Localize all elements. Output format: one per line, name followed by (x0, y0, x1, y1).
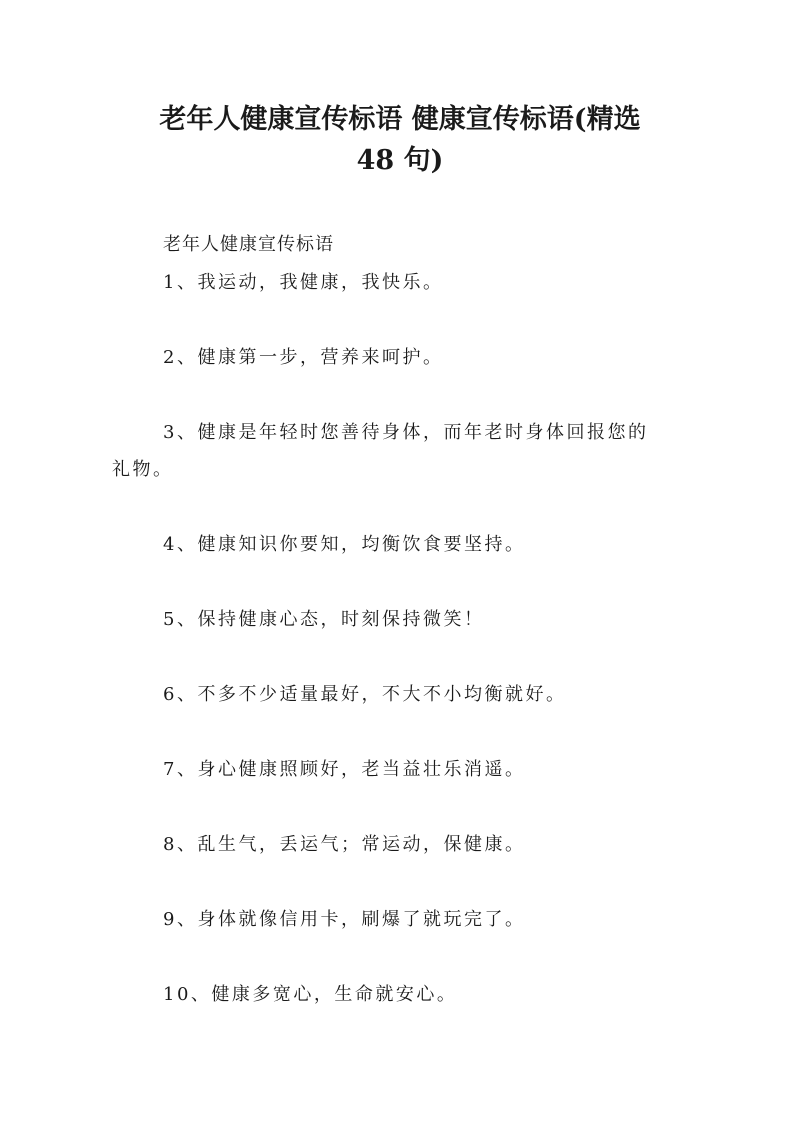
slogan-item-4: 4、健康知识你要知，均衡饮食要坚持。 (163, 534, 526, 555)
slogan-item-8: 8、乱生气，丢运气；常运动，保健康。 (163, 834, 526, 855)
slogan-item-5: 5、保持健康心态，时刻保持微笑！ (163, 609, 485, 630)
slogan-item-9: 9、身体就像信用卡，刷爆了就玩完了。 (163, 909, 526, 930)
slogan-item-3-continuation: 礼物。 (112, 459, 174, 480)
slogan-item-6: 6、不多不少适量最好，不大不小均衡就好。 (163, 684, 567, 705)
section-heading: 老年人健康宣传标语 (163, 234, 334, 255)
document-title-line-2: 48 句) (356, 145, 444, 176)
slogan-item-3: 3、健康是年轻时您善待身体，而年老时身体回报您的 (163, 422, 649, 443)
slogan-item-2: 2、健康第一步，营养来呵护。 (163, 347, 444, 368)
document-title-line-1: 老年人健康宣传标语 健康宣传标语(精选 (159, 104, 641, 135)
slogan-item-7: 7、身心健康照顾好，老当益壮乐消遥。 (163, 759, 526, 780)
slogan-item-10: 10、健康多宽心，生命就安心。 (163, 984, 458, 1005)
slogan-item-1: 1、我运动，我健康，我快乐。 (163, 272, 444, 293)
